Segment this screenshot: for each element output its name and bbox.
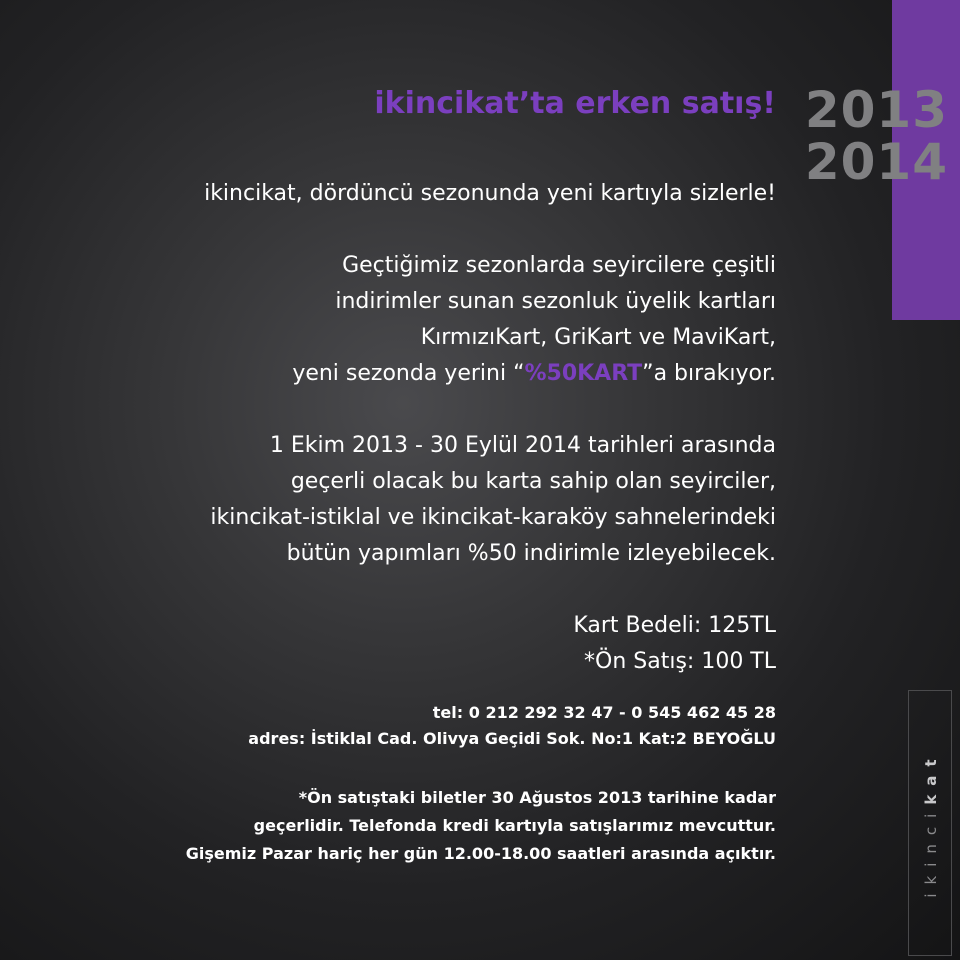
paragraph-line [116, 356, 776, 392]
paragraph-line: bütün yapımları %50 indirimle izleyebilecek. [286, 541, 776, 566]
paragraph-line: KırmızıKart, GriKart ve MaviKart, [420, 325, 776, 350]
pricing-block [116, 608, 776, 680]
presale-price: *Ön Satış: 100 TL [584, 649, 776, 674]
note-line: *Ön satıştaki biletler 30 Ağustos 2013 tarihine kadar [298, 788, 776, 807]
note-line: Gişemiz Pazar hariç her gün 12.00-18.00 saatleri arasında açıktır. [185, 844, 776, 863]
paragraph-line: 1 Ekim 2013 - 30 Eylül 2014 tarihleri arasında [269, 433, 776, 458]
card-name-highlight: %50KART [524, 361, 643, 386]
main-content [116, 176, 776, 868]
paragraph-line: Geçtiğimiz sezonlarda seyircilere çeşitli [342, 253, 776, 278]
phone-numbers: tel: 0 212 292 32 47 - 0 545 462 45 28 [432, 703, 776, 722]
card-price: Kart Bedeli: 125TL [573, 613, 776, 638]
address: adres: İstiklal Cad. Olivya Geçidi Sok. No:1 Kat:2 BEYOĞLU [248, 729, 776, 748]
logo-light-part: ikinci [922, 804, 940, 898]
year-start: 2013 [804, 81, 948, 139]
paragraph-line-before: yeni sezonda yerini “ [292, 361, 525, 386]
paragraph-line: geçerli olacak bu karta sahip olan seyirciler, [290, 469, 776, 494]
intro-text: ikincikat, dördüncü sezonunda yeni kartıyla sizlerle! [204, 181, 776, 206]
notes-block [116, 784, 776, 868]
note-line: geçerlidir. Telefonda kredi kartıyla satışlarımız mevcuttur. [253, 816, 776, 835]
logo-bold-part: kat [922, 750, 940, 805]
contact-block [116, 700, 776, 752]
paragraph-line: ikincikat-istiklal ve ikincikat-karaköy sahnelerindeki [210, 505, 776, 530]
logo-text [922, 750, 940, 897]
paragraph-cards [116, 248, 776, 392]
headline: ikincikat’ta erken satış! [374, 86, 776, 121]
year-end: 2014 [804, 133, 948, 191]
paragraph-line: indirimler sunan sezonluk üyelik kartları [335, 289, 776, 314]
paragraph-line-after: ”a bırakıyor. [642, 361, 776, 386]
ikincikat-logo [908, 690, 952, 956]
season-years [804, 81, 948, 191]
paragraph-validity [116, 428, 776, 572]
